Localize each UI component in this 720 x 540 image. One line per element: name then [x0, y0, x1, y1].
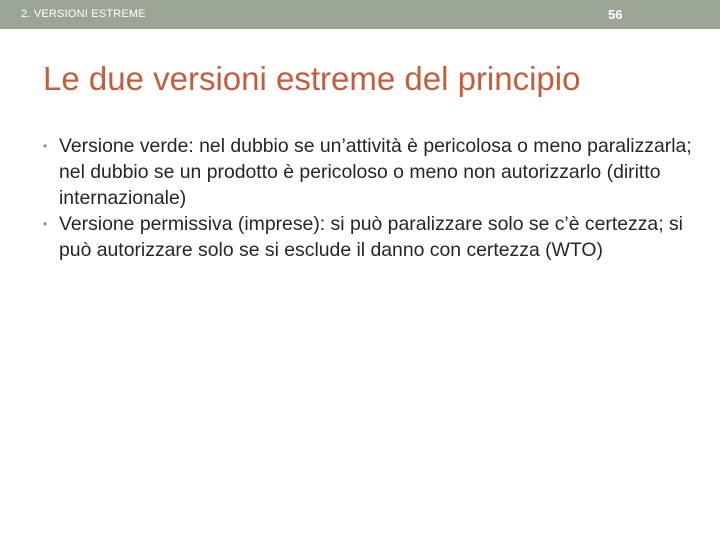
- slide-title: Le due versioni estreme del principio: [43, 60, 581, 97]
- bullet-list: [43, 133, 693, 263]
- bullet-item-permissive-version: [43, 211, 693, 263]
- bullet-text: Versione verde: nel dubbio se un’attività è pericolosa o meno paralizzarla; nel dubbio se un prodotto è pericoloso o meno non autorizzarlo (diritto internazionale): [59, 135, 692, 209]
- bullet-item-green-version: [43, 133, 693, 211]
- bullet-text: Versione permissiva (imprese): si può paralizzare solo se c’è certezza; si può autorizzare solo se si esclude il danno con certezza (WTO): [59, 213, 683, 261]
- bullet-icon: •: [43, 217, 48, 231]
- section-label: 2. VERSIONI ESTREME: [21, 8, 146, 20]
- bullet-icon: •: [43, 139, 48, 153]
- page-number: 56: [608, 7, 623, 22]
- header-bar: [0, 0, 720, 29]
